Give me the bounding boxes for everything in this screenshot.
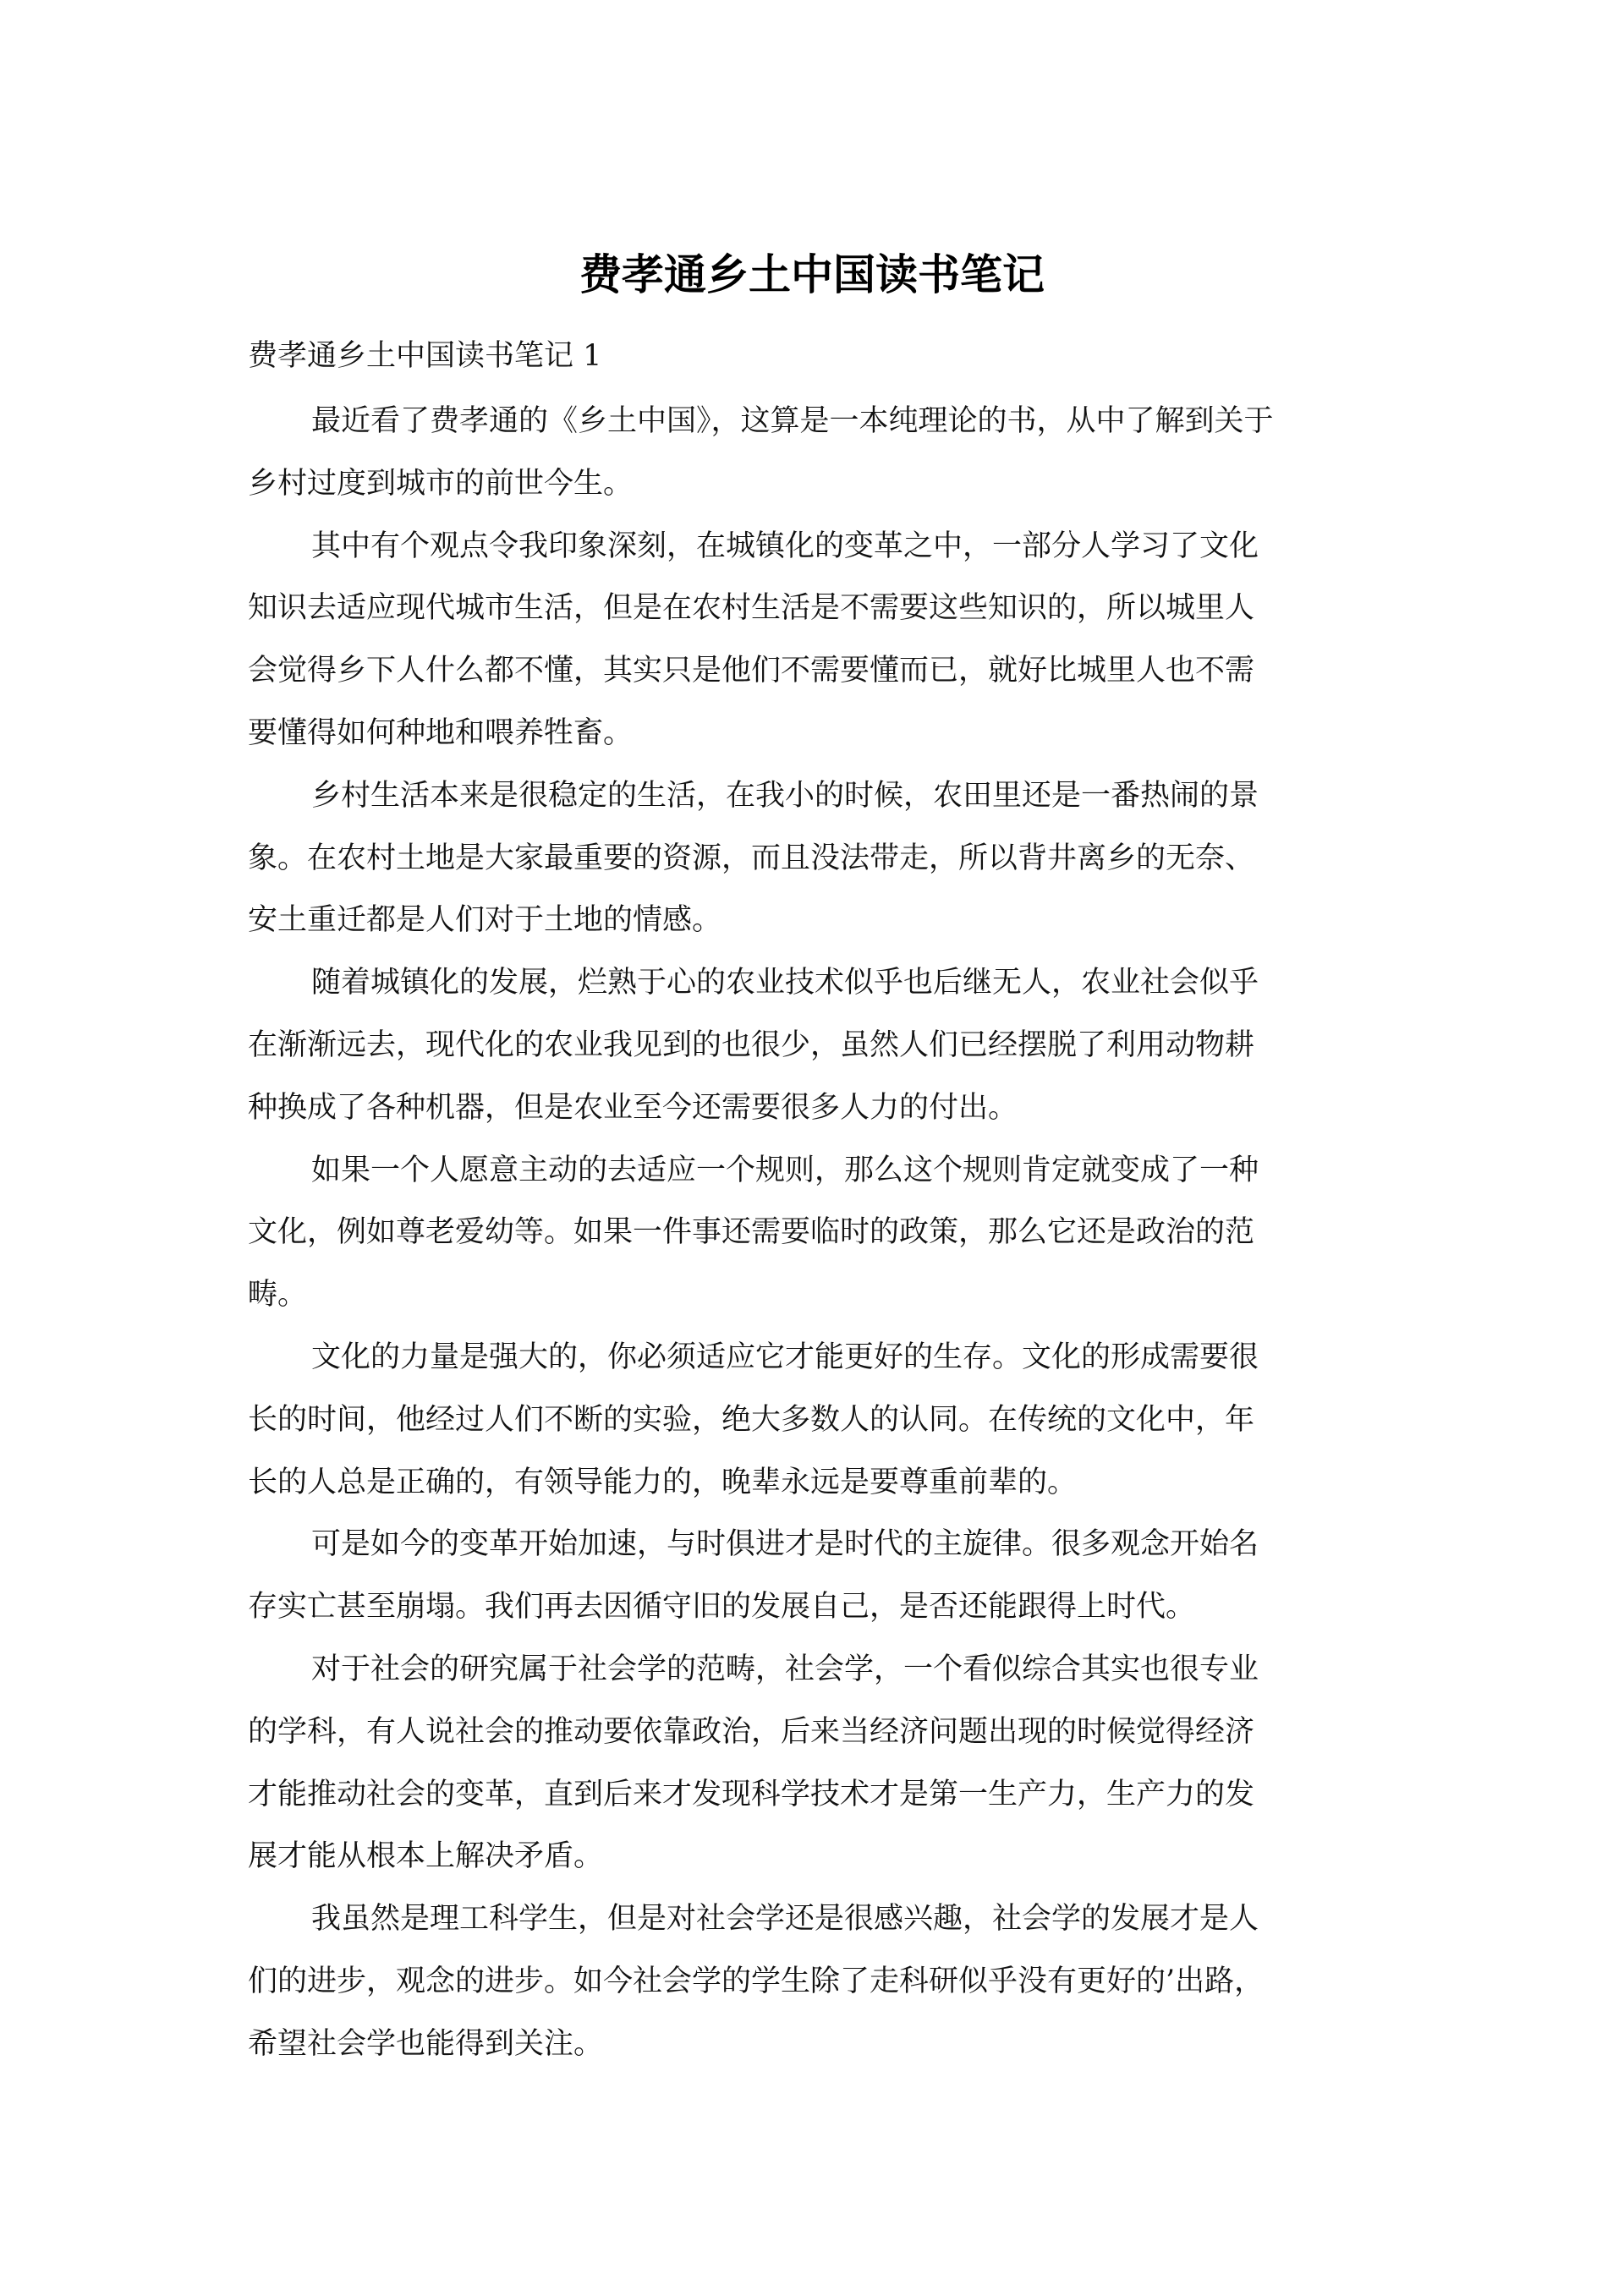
paragraph-line: 们的进步，观念的进步。如今社会学的学生除了走科研似乎没有更好的’出路， <box>248 1964 1265 1998</box>
paragraph <box>248 391 1381 516</box>
paragraph-line: 的学科，有人说社会的推动要依靠政治，后来当经济问题出现的时候觉得经济 <box>248 1714 1255 1749</box>
paragraph-line: 安土重迁都是人们对于土地的情感。 <box>248 903 722 938</box>
paragraph-line: 会觉得乡下人什么都不懂，其实只是他们不需要懂而已，就好比城里人也不需 <box>248 654 1255 688</box>
paragraph-line: 乡村过度到城市的前世今生。 <box>248 466 634 501</box>
paragraph-line: 随着城镇化的发展，烂熟于心的农业技术似乎也后继无人，农业社会似乎 <box>311 966 1259 1000</box>
document-body <box>248 391 1381 2076</box>
paragraph <box>248 1327 1381 1514</box>
document-title: 费孝通乡土中国读书笔记 <box>579 250 1045 299</box>
paragraph <box>248 952 1381 1139</box>
paragraph-line: 要懂得如何种地和喂养牲畜。 <box>248 715 634 750</box>
paragraph-line: 种换成了各种机器，但是农业至今还需要很多人力的付出。 <box>248 1090 1018 1125</box>
paragraph-line: 长的时间，他经过人们不断的实验，绝大多数人的认同。在传统的文化中，年 <box>248 1402 1255 1437</box>
paragraph-line: 最近看了费孝通的《乡土中国》，这算是一本纯理论的书，从中了解到关于 <box>311 404 1274 438</box>
paragraph-line: 知识去适应现代城市生活，但是在农村生活是不需要这些知识的，所以城里人 <box>248 591 1255 626</box>
paragraph <box>248 516 1381 765</box>
paragraph <box>248 1639 1381 1888</box>
paragraph-line: 文化，例如尊老爱幼等。如果一件事还需要临时的政策，那么它还是政治的范 <box>248 1215 1255 1250</box>
paragraph <box>248 1888 1381 2075</box>
paragraph-line: 其中有个观点令我印象深刻，在城镇化的变革之中，一部分人学习了文化 <box>311 529 1259 563</box>
paragraph-line: 长的人总是正确的，有领导能力的，晚辈永远是要尊重前辈的。 <box>248 1465 1078 1499</box>
paragraph-line: 对于社会的研究属于社会学的范畴，社会学，一个看似综合其实也很专业 <box>311 1652 1259 1686</box>
paragraph-line: 展才能从根本上解决矛盾。 <box>248 1839 604 1874</box>
paragraph-line: 我虽然是理工科学生，但是对社会学还是很感兴趣，社会学的发展才是人 <box>311 1902 1259 1937</box>
paragraph-line: 希望社会学也能得到关注。 <box>248 2026 604 2061</box>
paragraph <box>248 1514 1381 1639</box>
paragraph-line: 可是如今的变革开始加速，与时俱进才是时代的主旋律。很多观念开始名 <box>311 1527 1259 1562</box>
paragraph-line: 文化的力量是强大的，你必须适应它才能更好的生存。文化的形成需要很 <box>311 1340 1259 1374</box>
paragraph-line: 象。在农村土地是大家最重要的资源，而且没法带走，所以背井离乡的无奈、 <box>248 841 1255 875</box>
paragraph-line: 才能推动社会的变革，直到后来才发现科学技术才是第一生产力，生产力的发 <box>248 1777 1255 1811</box>
paragraph-line: 畴。 <box>248 1278 308 1312</box>
paragraph <box>248 765 1381 952</box>
paragraph-line: 乡村生活本来是很稳定的生活，在我小的时候，农田里还是一番热闹的景 <box>311 778 1259 813</box>
paragraph-line: 存实亡甚至崩塌。我们再去因循守旧的发展自己，是否还能跟得上时代。 <box>248 1590 1196 1625</box>
paragraph-line: 在渐渐远去，现代化的农业我见到的也很少，虽然人们已经摆脱了利用动物耕 <box>248 1027 1255 1062</box>
paragraph-line: 如果一个人愿意主动的去适应一个规则，那么这个规则肯定就变成了一种 <box>311 1153 1259 1187</box>
paragraph <box>248 1140 1381 1327</box>
section-heading: 费孝通乡土中国读书笔记 1 <box>248 339 602 373</box>
